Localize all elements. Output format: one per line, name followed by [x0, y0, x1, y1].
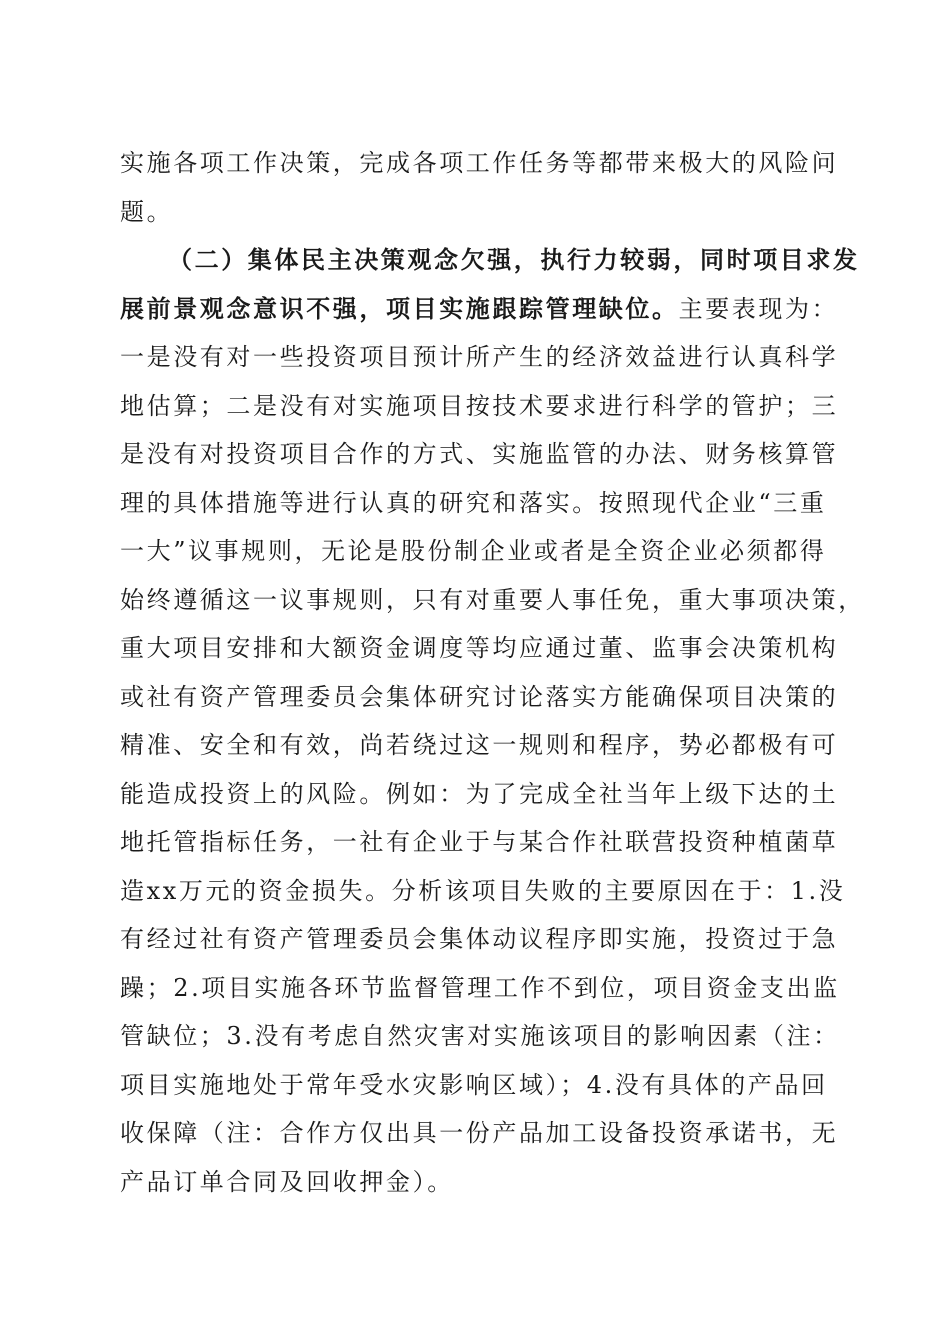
section-heading-line: [120, 285, 839, 334]
text-line: 一大”议事规则，无论是股份制企业或者是全资企业必须都得: [120, 537, 827, 565]
text-line: 有经过社有资产管理委员会集体动议程序即实施，投资过于急: [120, 925, 839, 953]
text-line: 管缺位；3.没有考虑自然灾害对实施该项目的影响因素（注：: [120, 1022, 840, 1050]
text-line: 收保障（注：合作方仅出具一份产品加工设备投资承诺书，无: [120, 1119, 839, 1147]
text-line: 实施各项工作决策，完成各项工作任务等都带来极大的风险问: [120, 149, 839, 177]
text-line: 造xx万元的资金损失。分析该项目失败的主要原因在于：1.没: [120, 876, 846, 905]
text-line: 能造成投资上的风险。例如：为了完成全社当年上级下达的土: [120, 779, 839, 808]
text-line: 理的具体措施等进行认真的研究和落实。按照现代企业“三重: [120, 488, 827, 517]
text-line: 或社有资产管理委员会集体研究讨论落实方能确保项目决策的: [120, 682, 839, 711]
text-line: 题。: [120, 197, 174, 226]
text-line: 重大项目安排和大额资金调度等均应通过董、监事会决策机构: [120, 634, 839, 662]
text-line: 产品订单合同及回收押金）。: [120, 1167, 454, 1196]
section-heading-tail: 展前景观念意识不强，项目实施跟踪管理缺位。: [120, 293, 679, 323]
text-line: 躁；2.项目实施各环节监督管理工作不到位，项目资金支出监: [120, 973, 840, 1002]
text-line: 地估算；二是没有对实施项目按技术要求进行科学的管护；三: [120, 391, 839, 420]
text-line: 是没有对投资项目合作的方式、实施监管的办法、财务核算管: [120, 440, 839, 468]
text-line-tail: 主要表现为：: [678, 294, 839, 323]
body-text: [120, 139, 865, 1206]
text-line: 项目实施地处于常年受水灾影响区域）；4.没有具体的产品回: [120, 1070, 828, 1099]
text-line: 地托管指标任务，一社有企业于与某合作社联营投资种植菌草: [120, 828, 839, 856]
text-line: 始终遵循这一议事规则，只有对重要人事任免，重大事项决策，: [120, 585, 865, 614]
section-heading-line: （二）集体民主决策观念欠强，执行力较弱，同时项目求发: [168, 245, 860, 274]
text-line: 精准、安全和有效，尚若绕过这一规则和程序，势必都极有可: [120, 731, 839, 759]
text-line: 一是没有对一些投资项目预计所产生的经济效益进行认真科学: [120, 343, 839, 371]
